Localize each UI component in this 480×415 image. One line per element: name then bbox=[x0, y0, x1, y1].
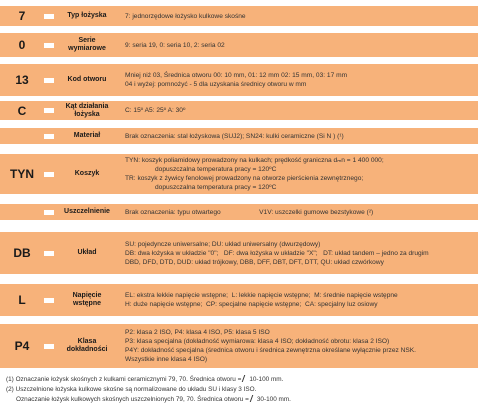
row-marker bbox=[44, 134, 54, 139]
row-description bbox=[115, 41, 478, 50]
description-line: dopuszczalna temperatura pracy = 120ºC bbox=[155, 184, 277, 191]
row-marker bbox=[44, 14, 54, 19]
description-line: C: 15º A5: 25º A: 30º bbox=[125, 107, 186, 114]
row-contact-angle bbox=[0, 101, 478, 120]
description-line: dopuszczalna temperatura pracy = 120ºC bbox=[155, 166, 277, 173]
row-bearing-type bbox=[0, 6, 478, 26]
footnote-1 bbox=[6, 375, 474, 385]
row-description bbox=[115, 208, 478, 217]
row-label: Uszczelnienie bbox=[64, 208, 110, 215]
description-line: Wszystkie inne klasa 4 ISO) bbox=[125, 356, 208, 363]
footnote-text: 10-100 mm. bbox=[249, 376, 284, 383]
footnote-text: (1) Oznaczanie łożysk skośnych z kulkami ceramicznymi 79, 70. Średnica otworu = bbox=[6, 376, 242, 383]
row-code: DB bbox=[13, 246, 31, 260]
row-code: 13 bbox=[15, 73, 29, 87]
row-marker bbox=[44, 298, 54, 303]
row-description bbox=[115, 240, 478, 267]
row-label: Układ bbox=[77, 249, 97, 256]
row-marker bbox=[44, 210, 54, 215]
row-marker bbox=[44, 78, 54, 83]
row-seal bbox=[0, 204, 478, 220]
description-line: Mniej niż 03, Średnica otworu 00: 10 mm, 01: 12 mm 02: 15 mm, 03: 17 mm bbox=[125, 72, 348, 79]
row-label: Materiał bbox=[73, 132, 101, 139]
row-label: Kod otworu bbox=[67, 76, 107, 83]
row-label: Klasa dokładności bbox=[66, 338, 108, 353]
row-code: L bbox=[18, 293, 26, 307]
row-code: C bbox=[17, 103, 27, 118]
footnote-text: Oznaczanie łożysk kulkowych skośnych uszczelnionych 79, 70. Średnica otworu = bbox=[16, 396, 249, 403]
row-marker bbox=[44, 251, 54, 256]
row-code: 0 bbox=[18, 38, 26, 52]
description-line: Brak oznaczenia: typu otwartego V1V: uszczelki gumowe bezstykowe (²) bbox=[125, 208, 374, 216]
row-material bbox=[0, 128, 478, 144]
row-description bbox=[115, 291, 478, 309]
row-description bbox=[115, 106, 478, 115]
row-code: 7 bbox=[18, 9, 26, 23]
row-code: P4 bbox=[14, 339, 30, 353]
row-arrangement bbox=[0, 232, 478, 274]
description-line: P4Y: dokładność specjalna (średnica otworu i średnica zewnętrzna określane wyłącznie przez NSK. bbox=[125, 347, 417, 354]
row-description bbox=[115, 328, 478, 364]
description-line: P3: klasa specjalna (dokładność wymiarowa: klasa 4 ISO; dokładność obrotu: klasa 2 ISO) bbox=[125, 338, 390, 345]
row-preload bbox=[0, 284, 478, 316]
row-marker bbox=[44, 43, 54, 48]
row-label: Napięcie wstępne bbox=[72, 292, 102, 307]
description-line: TYN: koszyk poliamidowy prowadzony na kulkach; prędkość graniczna dₘn = 1 400 000; bbox=[125, 157, 384, 164]
row-description bbox=[115, 71, 478, 89]
description-line: P2: klasa 2 ISO, P4: klasa 4 ISO, P5: klasa 5 ISO bbox=[125, 329, 270, 336]
row-accuracy-class bbox=[0, 324, 478, 368]
description-line: Brak oznaczenia: stal łożyskowa (SUJ2); SN24: kulki ceramiczne (Si N ) (¹) bbox=[125, 132, 344, 140]
footnote-text: 30-100 mm. bbox=[256, 396, 291, 403]
row-description bbox=[115, 12, 478, 21]
description-line: 9: seria 19, 0: seria 10, 2: seria 02 bbox=[125, 41, 225, 49]
description-line: H: duże napięcie wstępne; CP: specjalne napięcie wstępne; CA: specjalny luz osiowy bbox=[125, 301, 378, 308]
description-line: TR: koszyk z żywicy fenolowej prowadzony na otworze pierścienia zewnętrznego; bbox=[125, 175, 364, 182]
description-line: DBD, DFD, DTD, DUD: układ trójkowy, DBB, DFF, DBT, DFT, DTT, QU: układ czwórkowy bbox=[125, 258, 384, 266]
row-marker bbox=[44, 344, 54, 349]
row-label: Serie wymiarowe bbox=[68, 37, 106, 52]
row-description bbox=[115, 156, 478, 192]
footnote-2-continued bbox=[6, 395, 474, 405]
row-marker bbox=[44, 172, 54, 177]
row-dimension-series bbox=[0, 33, 478, 57]
footnote-2 bbox=[6, 385, 474, 395]
description-line: 04 i wyżej: pomnożyć - 5 dla uzyskania średnicy otworu w mm bbox=[125, 81, 307, 88]
row-marker bbox=[44, 108, 54, 113]
description-line: 7: jednorzędowe łożysko kulkowe skośne bbox=[125, 12, 246, 20]
row-description bbox=[115, 132, 478, 141]
row-cage bbox=[0, 154, 478, 194]
description-line: SU: pojedyncze uniwersalne; DU: układ uniwersalny (dwurzędowy) bbox=[125, 240, 321, 248]
footnotes bbox=[6, 375, 474, 405]
row-label: Kąt działania łożyska bbox=[65, 102, 109, 118]
row-label: Koszyk bbox=[74, 170, 100, 177]
description-line: DB: dwa łożyska w układzie "0"; DF: dwa łożyska w układzie "X"; DT: układ tandem – jedno za drugim bbox=[125, 249, 429, 257]
description-line: EL: ekstra lekkie napięcie wstępne; L: lekkie napięcie wstępne; M: średnie napięcie wstępne bbox=[125, 292, 398, 299]
row-code: TYN bbox=[10, 167, 34, 181]
row-bore-code bbox=[0, 64, 478, 96]
footnote-text: (2) Uszczelnione łożyska kulkowe skośne są normalizowane do układu SU i klasy 3 ISO. bbox=[6, 386, 257, 393]
row-label: Typ łożyska bbox=[67, 12, 107, 19]
